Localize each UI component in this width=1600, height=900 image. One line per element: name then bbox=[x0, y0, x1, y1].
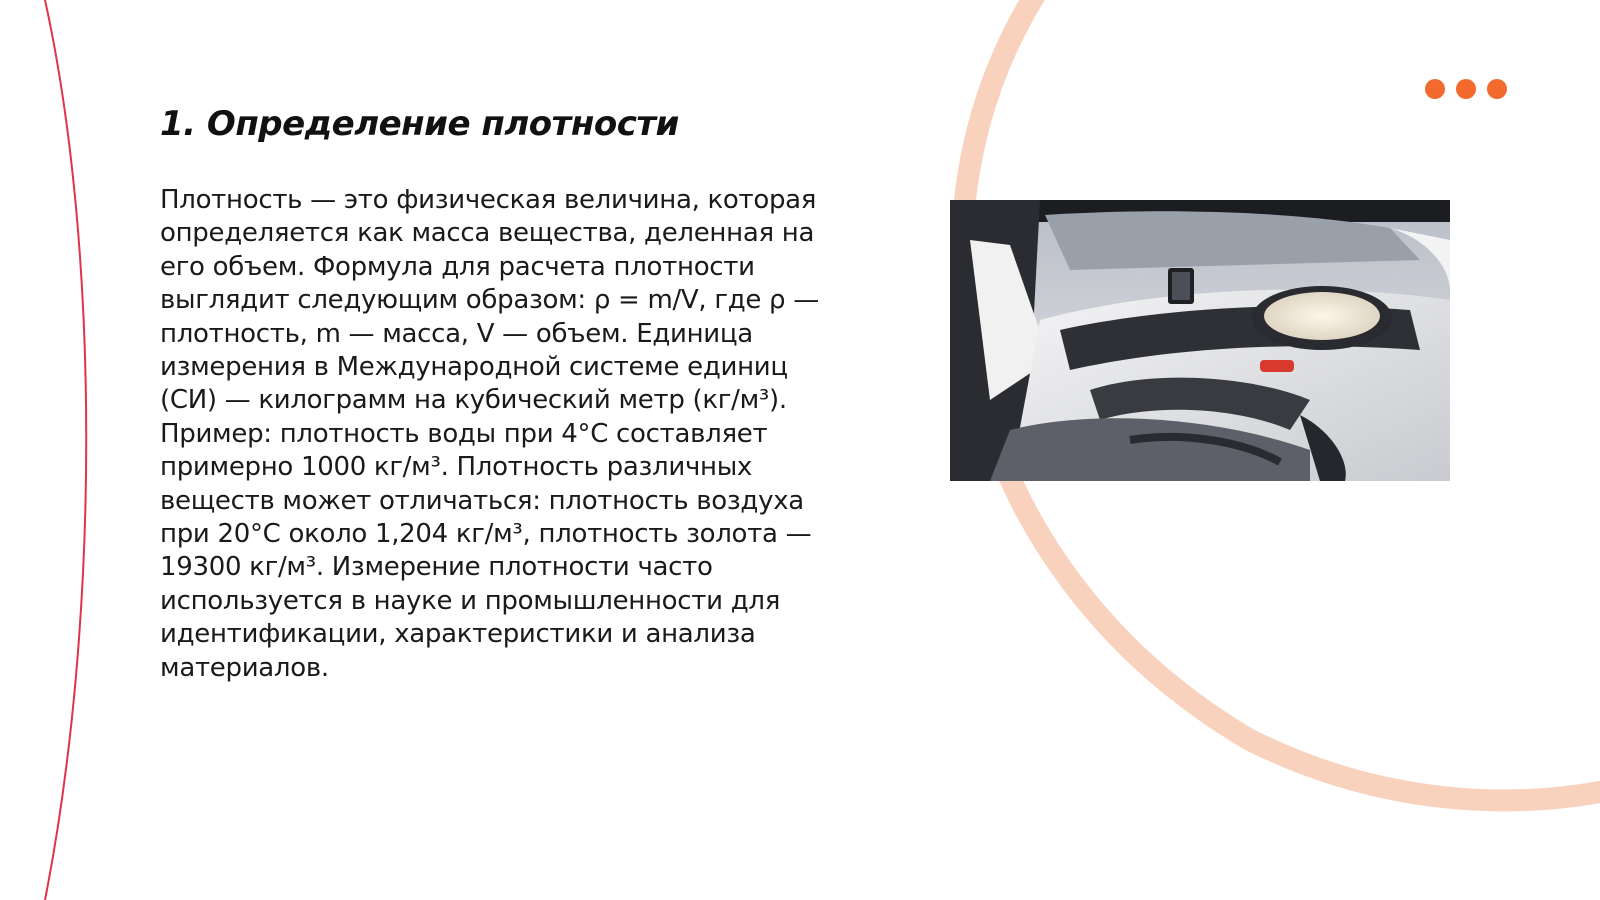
car-interior-illustration bbox=[950, 200, 1450, 481]
slide-body-text: Плотность — это физическая величина, которая определяется как масса вещества, деленная на его объем. Формула для расчета плотности выглядит следующим образом: ρ = m/V, где ρ — плотность, m — масса, V — объем. Единица измерения в Международной системе единиц (СИ) — килограмм на кубический метр (кг/м³). Пример: плотность воды при 4°C составляет примерно 1000 кг/м³. Плотность различных веществ может отличаться: плотность воздуха при 20°C около 1,204 кг/м³, плотность золота — 19300 кг/м³. Измерение плотности часто используется в науке и промышленности для идентификации, характеристики и анализа материалов. bbox=[160, 185, 819, 683]
menu-dots bbox=[1425, 79, 1515, 101]
slide-title: 1. Определение плотности bbox=[160, 104, 679, 144]
car-interior-image bbox=[950, 200, 1450, 481]
dot-icon bbox=[1487, 79, 1507, 99]
dot-icon bbox=[1425, 79, 1445, 99]
dot-icon bbox=[1456, 79, 1476, 99]
left-curve-line bbox=[45, 0, 86, 900]
